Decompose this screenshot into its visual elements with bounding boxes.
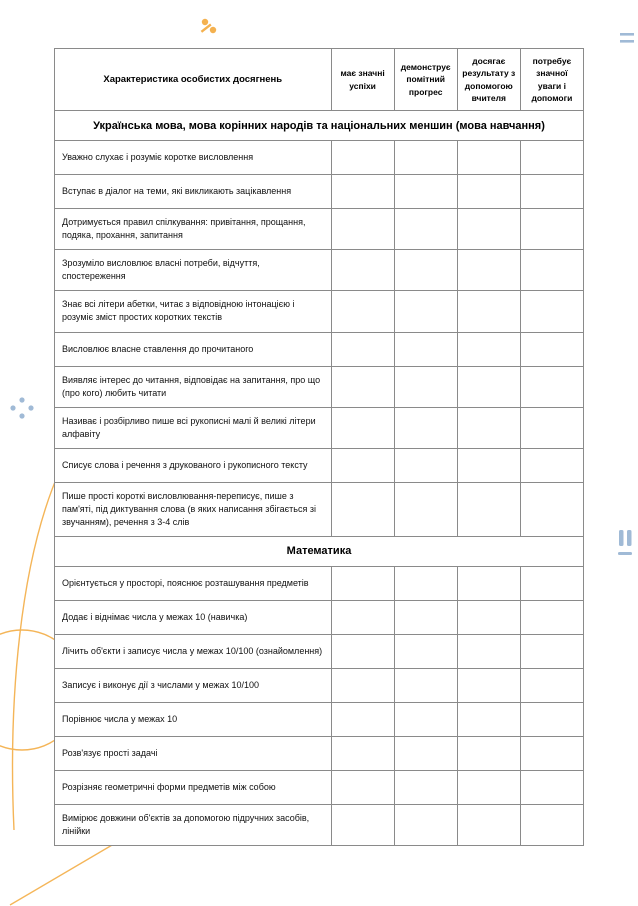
mark-cell-notable-progress[interactable] [394, 736, 457, 770]
mark-cell-with-teacher-help[interactable] [457, 804, 520, 845]
mark-cell-notable-progress[interactable] [394, 209, 457, 250]
mark-cell-needs-attention[interactable] [520, 141, 583, 175]
achievements-table [54, 48, 584, 846]
row-label: Пише прості короткі висловлювання-переписує, пише з пам'яті, під диктування слова (в яких написання збігається зі звучанням), речення з 3-4 слів [55, 482, 332, 536]
mark-cell-with-teacher-help[interactable] [457, 566, 520, 600]
table-row [55, 634, 584, 668]
row-label: Орієнтується у просторі, пояснює розташування предметів [55, 566, 332, 600]
mark-cell-great-success[interactable] [331, 332, 394, 366]
table-row [55, 804, 584, 845]
mark-cell-needs-attention[interactable] [520, 448, 583, 482]
mark-cell-with-teacher-help[interactable] [457, 407, 520, 448]
mark-cell-needs-attention[interactable] [520, 600, 583, 634]
mark-cell-notable-progress[interactable] [394, 482, 457, 536]
mark-cell-great-success[interactable] [331, 366, 394, 407]
mark-cell-with-teacher-help[interactable] [457, 770, 520, 804]
header-great-success: має значні успіхи [331, 49, 394, 111]
table-row [55, 209, 584, 250]
row-label: Розрізняє геометричні форми предметів між собою [55, 770, 332, 804]
row-label: Списує слова і речення з друкованого і рукописного тексту [55, 448, 332, 482]
mark-cell-with-teacher-help[interactable] [457, 175, 520, 209]
row-label: Додає і віднімає числа у межах 10 (навичка) [55, 600, 332, 634]
mark-cell-needs-attention[interactable] [520, 366, 583, 407]
mark-cell-needs-attention[interactable] [520, 175, 583, 209]
row-label: Називає і розбірливо пише всі рукописні малі й великі літери алфавіту [55, 407, 332, 448]
mark-cell-great-success[interactable] [331, 291, 394, 332]
mark-cell-notable-progress[interactable] [394, 141, 457, 175]
mark-cell-with-teacher-help[interactable] [457, 332, 520, 366]
mark-cell-with-teacher-help[interactable] [457, 366, 520, 407]
row-label: Зрозуміло висловлює власні потреби, відчуття, спостереження [55, 250, 332, 291]
mark-cell-great-success[interactable] [331, 448, 394, 482]
mark-cell-notable-progress[interactable] [394, 668, 457, 702]
mark-cell-great-success[interactable] [331, 634, 394, 668]
table-row [55, 291, 584, 332]
mark-cell-needs-attention[interactable] [520, 736, 583, 770]
section-title-math: Математика [55, 536, 584, 566]
mark-cell-with-teacher-help[interactable] [457, 634, 520, 668]
mark-cell-notable-progress[interactable] [394, 332, 457, 366]
mark-cell-notable-progress[interactable] [394, 291, 457, 332]
table-row [55, 366, 584, 407]
mark-cell-with-teacher-help[interactable] [457, 291, 520, 332]
mark-cell-needs-attention[interactable] [520, 332, 583, 366]
section-heading-row [55, 111, 584, 141]
mark-cell-great-success[interactable] [331, 407, 394, 448]
mark-cell-great-success[interactable] [331, 209, 394, 250]
row-label: Вимірює довжини об'єктів за допомогою підручних засобів, лінійки [55, 804, 332, 845]
row-label: Знає всі літери абетки, читає з відповідною інтонацією і розуміє зміст простих коротких текстів [55, 291, 332, 332]
table-row [55, 736, 584, 770]
mark-cell-needs-attention[interactable] [520, 566, 583, 600]
row-label: Порівнює числа у межах 10 [55, 702, 332, 736]
mark-cell-notable-progress[interactable] [394, 804, 457, 845]
table-row [55, 250, 584, 291]
row-label: Дотримується правил спілкування: привітання, прощання, подяка, прохання, запитання [55, 209, 332, 250]
table-body [55, 111, 584, 846]
mark-cell-great-success[interactable] [331, 250, 394, 291]
mark-cell-notable-progress[interactable] [394, 175, 457, 209]
row-label: Виявляє інтерес до читання, відповідає на запитання, про що (про кого) любить читати [55, 366, 332, 407]
mark-cell-needs-attention[interactable] [520, 482, 583, 536]
mark-cell-notable-progress[interactable] [394, 702, 457, 736]
mark-cell-with-teacher-help[interactable] [457, 250, 520, 291]
mark-cell-great-success[interactable] [331, 175, 394, 209]
mark-cell-great-success[interactable] [331, 668, 394, 702]
mark-cell-great-success[interactable] [331, 600, 394, 634]
mark-cell-needs-attention[interactable] [520, 770, 583, 804]
table-row [55, 448, 584, 482]
table-row [55, 482, 584, 536]
table-row [55, 141, 584, 175]
mark-cell-with-teacher-help[interactable] [457, 600, 520, 634]
mark-cell-with-teacher-help[interactable] [457, 736, 520, 770]
row-label: Висловлює власне ставлення до прочитаного [55, 332, 332, 366]
mark-cell-great-success[interactable] [331, 702, 394, 736]
mark-cell-notable-progress[interactable] [394, 448, 457, 482]
mark-cell-notable-progress[interactable] [394, 600, 457, 634]
table-row [55, 407, 584, 448]
table-row [55, 566, 584, 600]
table-row [55, 175, 584, 209]
mark-cell-needs-attention[interactable] [520, 250, 583, 291]
header-row [55, 49, 584, 111]
header-characteristic: Характеристика особистих досягнень [55, 49, 332, 111]
table-row [55, 702, 584, 736]
row-label: Вступає в діалог на теми, які викликають зацікавлення [55, 175, 332, 209]
mark-cell-great-success[interactable] [331, 482, 394, 536]
header-notable-progress: демонструє помітний прогрес [394, 49, 457, 111]
mark-cell-with-teacher-help[interactable] [457, 702, 520, 736]
mark-cell-needs-attention[interactable] [520, 668, 583, 702]
table-row [55, 770, 584, 804]
mark-cell-great-success[interactable] [331, 736, 394, 770]
section-title-language: Українська мова, мова корінних народів та національних меншин (мова навчання) [55, 111, 584, 141]
mark-cell-with-teacher-help[interactable] [457, 141, 520, 175]
section-heading-row [55, 536, 584, 566]
mark-cell-needs-attention[interactable] [520, 702, 583, 736]
mark-cell-notable-progress[interactable] [394, 770, 457, 804]
row-label: Лічить об'єкти і записує числа у межах 10/100 (ознайомлення) [55, 634, 332, 668]
mark-cell-great-success[interactable] [331, 770, 394, 804]
header-needs-attention: потребує значної уваги і допомоги [520, 49, 583, 111]
table-row [55, 332, 584, 366]
mark-cell-notable-progress[interactable] [394, 566, 457, 600]
mark-cell-notable-progress[interactable] [394, 407, 457, 448]
mark-cell-with-teacher-help[interactable] [457, 209, 520, 250]
header-with-teacher-help: досягає результату з допомогою вчителя [457, 49, 520, 111]
mark-cell-great-success[interactable] [331, 141, 394, 175]
mark-cell-notable-progress[interactable] [394, 250, 457, 291]
row-label: Записує і виконує дії з числами у межах 10/100 [55, 668, 332, 702]
table-row [55, 600, 584, 634]
mark-cell-with-teacher-help[interactable] [457, 482, 520, 536]
mark-cell-needs-attention[interactable] [520, 209, 583, 250]
row-label: Розв'язує прості задачі [55, 736, 332, 770]
mark-cell-notable-progress[interactable] [394, 634, 457, 668]
mark-cell-needs-attention[interactable] [520, 407, 583, 448]
table-row [55, 668, 584, 702]
mark-cell-needs-attention[interactable] [520, 634, 583, 668]
mark-cell-needs-attention[interactable] [520, 804, 583, 845]
mark-cell-notable-progress[interactable] [394, 366, 457, 407]
row-label: Уважно слухає і розуміє коротке висловлення [55, 141, 332, 175]
mark-cell-with-teacher-help[interactable] [457, 668, 520, 702]
mark-cell-with-teacher-help[interactable] [457, 448, 520, 482]
table-header [55, 49, 584, 111]
mark-cell-great-success[interactable] [331, 566, 394, 600]
mark-cell-great-success[interactable] [331, 804, 394, 845]
mark-cell-needs-attention[interactable] [520, 291, 583, 332]
